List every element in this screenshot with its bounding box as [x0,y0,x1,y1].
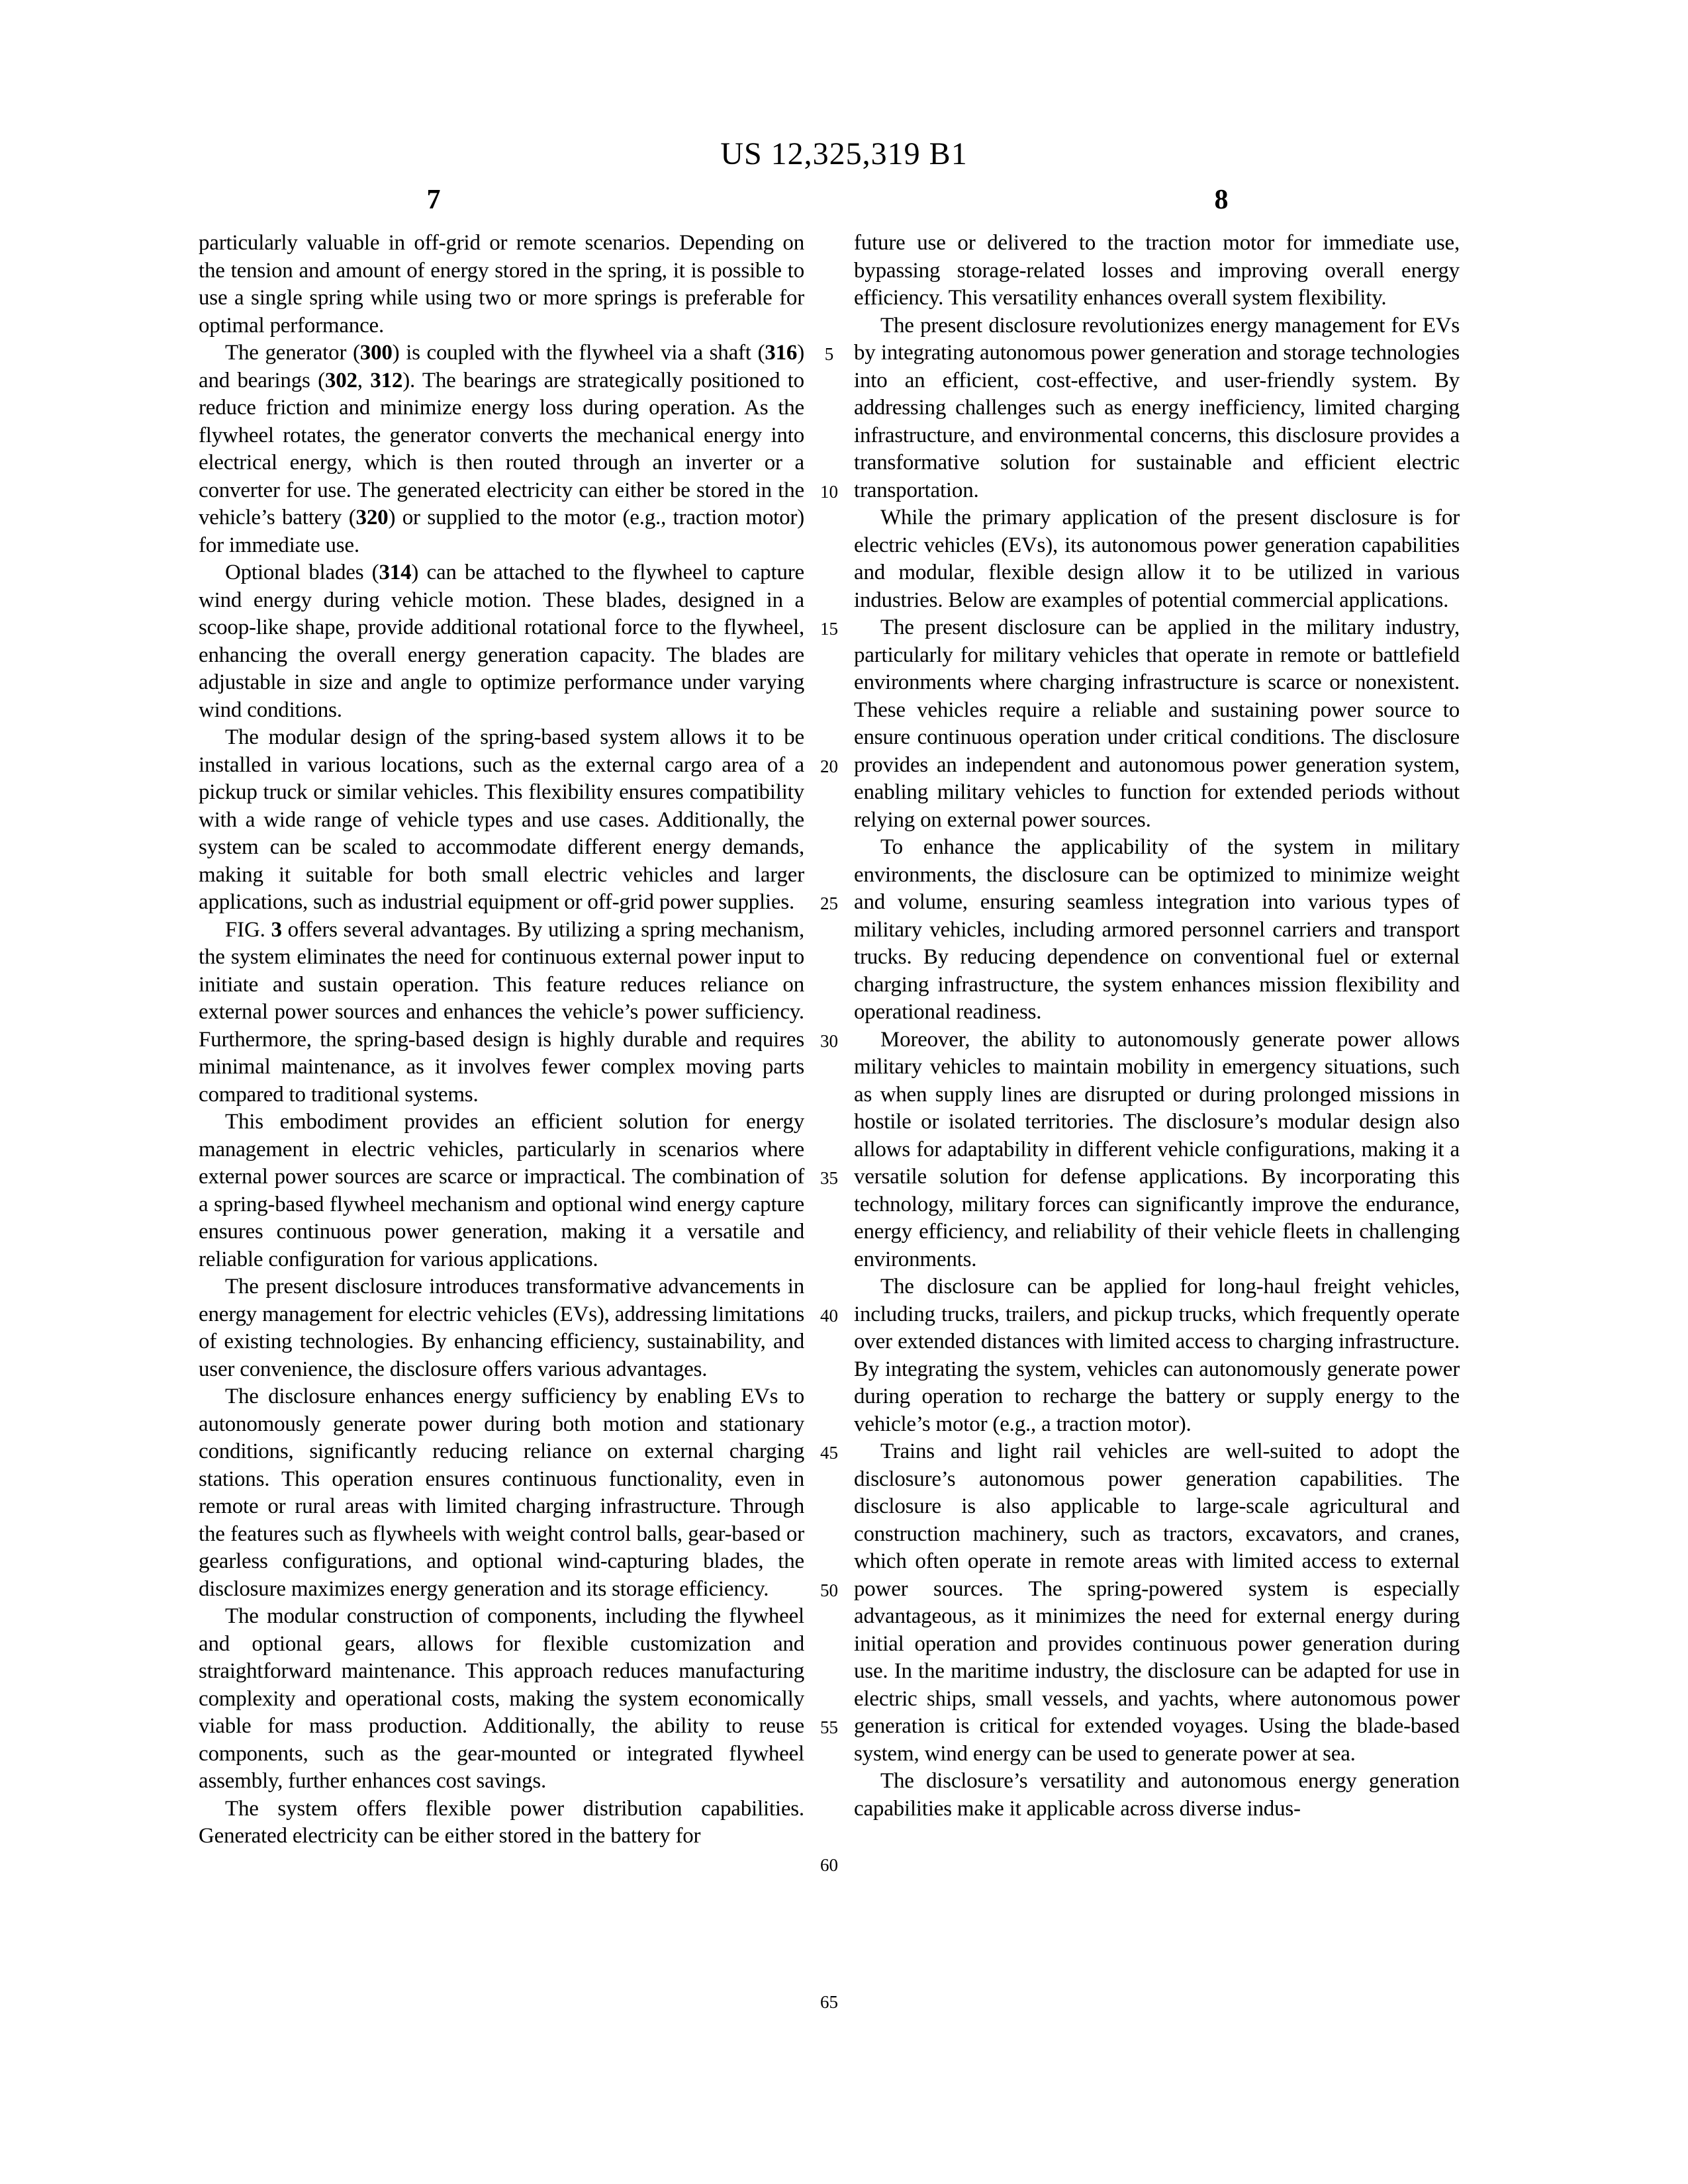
line-number: 50 [820,1580,838,1600]
reference-numeral: 312 [370,368,403,392]
paragraph [199,724,804,917]
paragraph [199,559,804,724]
paragraph-text: ) or supplied to the motor (e.g., traction motor) for immediate use. [199,506,804,557]
paragraph-text: The disclosure can be applied for long-haul freight vehicles, including trucks, trailers, and pickup trucks, which frequently operate over extended distances with limited access to charging infrastructure. By integrating the system, vehicles can autonomously generate power during operation to recharge the battery or supply energy to the vehicle’s motor (e.g., a traction motor). [854,1275,1460,1436]
reference-numeral: 320 [355,506,389,529]
paragraph [854,1438,1460,1768]
column-8-text [854,230,1460,1823]
paragraph-text: , [357,368,371,392]
patent-number-header: US 12,325,319 B1 [720,136,968,171]
paragraph [854,834,1460,1026]
reference-numeral: 316 [765,341,798,365]
paragraph [199,1383,804,1603]
line-number: 55 [820,1717,838,1737]
paragraph-text: offers several advantages. By utilizing a spring mechanism, the system eliminates the need for continuous external power input to initiate and sustain operation. This feature reduces reliance on external power sources and enhances the vehicle’s power sufficiency. Furthermore, the spring-based design is highly durable and requires minimal maintenance, as it involves fewer complex moving parts compared to traditional systems. [199,917,804,1107]
line-number: 5 [824,344,834,364]
line-number: 30 [820,1030,838,1051]
paragraph-text: FIG. [225,917,271,942]
line-number: 40 [820,1305,838,1326]
paragraph-text: While the primary application of the present disclosure is for electric vehicles (EVs), its autonomous power generation capabilities and modular, flexible design allow it to be utilized in various industries. Below are examples of potential commercial applications. [854,506,1460,612]
paragraph-text: Trains and light rail vehicles are well-suited to adopt the disclosure’s autonomous power generation capabilities. The disclosure is also applicable to large-scale agricultural and construction machinery, such as tractors, excavators, and cranes, which often operate in remote areas with limited access to external power sources. The spring-powered system is especially advantageous, as it minimizes the need for external energy during initial operation and provides continuous power generation during use. In the maritime industry, the disclosure can be adapted for use in electric ships, small vessels, and yachts, where autonomous power generation is critical for extended voyages. Using the blade-based system, wind energy can be used to generate power at sea. [854,1439,1460,1766]
column-number-7: 7 [426,185,441,215]
paragraph-text: To enhance the applicability of the system in military environments, the disclosure can be optimized to minimize weight and volume, ensuring seamless integration into various types of military vehicles, including armored personnel carriers and transport trucks. By reducing dependence on conventional fuel or external charging infrastructure, the system enhances mission flexibility and operational readiness. [854,835,1460,1024]
paragraph [199,917,804,1109]
reference-numeral: 314 [379,561,412,584]
line-number: 60 [820,1854,838,1875]
paragraph-text: Optional blades ( [225,561,379,584]
paragraph-text: The present disclosure introduces transformative advancements in energy management for electric vehicles (EVs), addressing limitations of existing technologies. By enhancing efficiency, sustainability, and user convenience, the disclosure offers various advantages. [199,1275,804,1381]
line-number: 45 [820,1443,838,1463]
reference-numeral: 3 [271,917,282,942]
paragraph-text: The present disclosure revolutionizes energy management for EVs by integrating autonomous power generation and storage technologies into an efficient, cost-effective, and user-friendly system. By addressing challenges such as energy inefficiency, limited charging infrastructure, and environmental concerns, this disclosure provides a transformative solution for sustainable and efficient electric transportation. [854,313,1460,502]
paragraph-text: future use or delivered to the traction motor for immediate use, bypassing storage-related losses and improving overall energy efficiency. This versatility enhances overall system flexibility. [854,231,1460,310]
paragraph-text: The system offers flexible power distribution capabilities. Generated electricity can be either stored in the battery for [199,1796,804,1848]
paragraph [854,1768,1460,1823]
line-number: 20 [820,756,838,776]
paragraph-text: This embodiment provides an efficient solution for energy management in electric vehicles, particularly in scenarios where external power sources are scarce or impractical. The combination of a spring-based flywheel mechanism and optional wind energy capture ensures continuous power generation, making it a versatile and reliable configuration for various applications. [199,1110,804,1271]
paragraph-text: ) can be attached to the flywheel to capture wind energy during vehicle motion. These blades, designed in a scoop-like shape, provide additional rotational force to the flywheel, enhancing the overall energy generation capacity. The blades are adjustable in size and angle to optimize performance under varying wind conditions. [199,561,804,722]
paragraph-text: The modular design of the spring-based system allows it to be installed in various locations, such as the external cargo area of a pickup truck or similar vehicles. This flexibility ensures compatibility with a wide range of vehicle types and use cases. Additionally, the system can be scaled to accommodate different energy demands, making it suitable for both small electric vehicles and larger applications, such as industrial equipment or off-grid power supplies. [199,725,804,914]
paragraph-text: The modular construction of components, including the flywheel and optional gears, allows for flexible customization and straightforward maintenance. This approach reduces manufacturing complexity and operational costs, making the system economically viable for mass production. Additionally, the ability to reuse components, such as the gear-mounted or integrated flywheel assembly, further enhances cost savings. [199,1604,804,1793]
reference-numeral: 302 [324,368,357,392]
paragraph-text: The disclosure enhances energy sufficiency by enabling EVs to autonomously generate power during both motion and stationary conditions, significantly reducing reliance on external charging stations. This operation ensures continuous functionality, even in remote or rural areas with limited charging infrastructure. Through the features such as flywheels with weight control balls, gear-based or gearless configurations, and optional wind-capturing blades, the disclosure maximizes energy generation and its storage efficiency. [199,1385,804,1601]
column-number-8: 8 [1214,185,1229,215]
line-number: 35 [820,1168,838,1188]
paragraph-text: The disclosure’s versatility and autonomous energy generation capabilities make it applicable across diverse indus- [854,1769,1460,1821]
line-number: 10 [820,481,838,502]
line-number: 15 [820,619,838,639]
paragraph [854,230,1460,312]
paragraph-text: particularly valuable in off-grid or remote scenarios. Depending on the tension and amount of energy stored in the spring, it is possible to use a single spring while using two or more springs is preferable for optimal performance. [199,231,804,338]
line-number: 25 [820,893,838,913]
line-number-gutter [804,230,854,2076]
paragraph [854,614,1460,834]
paragraph-text: ) is coupled with the flywheel via a shaft ( [392,341,765,365]
paragraph-text: The generator ( [225,341,360,365]
paragraph [854,504,1460,614]
paragraph [854,1026,1460,1274]
paragraph [854,1273,1460,1438]
paragraph [199,230,804,340]
reference-numeral: 300 [359,341,393,365]
paragraph [199,1603,804,1796]
column-7-text [199,230,804,1850]
paragraph-text: Moreover, the ability to autonomously generate power allows military vehicles to maintain mobility in emergency situations, such as when supply lines are disrupted or during prolonged missions in hostile or isolated territories. The disclosure’s modular design also allows for adaptability in different vehicle configurations, making it a versatile solution for defense applications. By incorporating this technology, military forces can significantly improve the endurance, energy efficiency, and reliability of their vehicle fleets in challenging environments. [854,1027,1460,1271]
paragraph [199,1796,804,1850]
line-number: 65 [820,1992,838,2012]
patent-body [199,230,1460,2076]
paragraph [199,340,804,559]
paragraph-text: ) and bearings ( [199,341,804,392]
paragraph [199,1109,804,1273]
paragraph-text: The present disclosure can be applied in the military industry, particularly for military vehicles that operate in remote or battlefield environments where charging infrastructure is scarce or nonexistent. These vehicles require a reliable and sustaining power source to ensure continuous operation under critical conditions. The disclosure provides an independent and autonomous power generation system, enabling military vehicles to function for extended periods without relying on external power sources. [854,615,1460,832]
paragraph [199,1273,804,1383]
paragraph [854,312,1460,505]
paragraph-text: ). The bearings are strategically positioned to reduce friction and minimize energy loss during operation. As the flywheel rotates, the generator converts the mechanical energy into electrical energy, which is then routed through an inverter or a converter for use. The generated electricity can either be stored in the vehicle’s battery ( [199,368,804,529]
